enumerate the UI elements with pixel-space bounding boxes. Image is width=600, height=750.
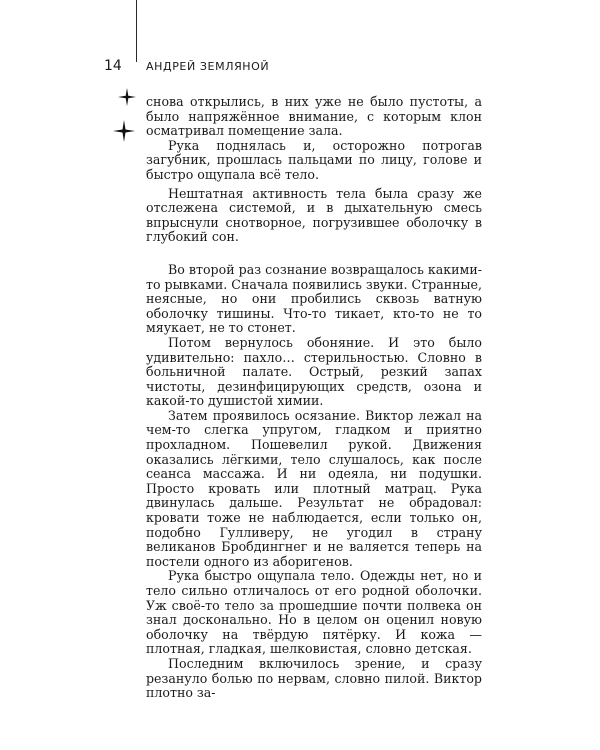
paragraph: Потом вернулось обоняние. И это было удивительно: пахло… стерильностью. Словно в больничной палате. Острый, резкий запах чистоты, дезинфицирующих средств, озона и какой-то душистой химии. [146,334,482,409]
four-point-star-icon [118,88,136,106]
paragraph: Нештатная активность тела была сразу же отслежена системой, и в дыхательную смесь впрыснули снотворное, погрузившее оболочку в глубокий сон. [146,185,482,245]
body-text [146,95,482,701]
paragraph: Во второй раз сознание возвращалось какими-то рывками. Сначала появились звуки. Странные, неясные, но они пробились сквозь ватную оболочку тишины. Что-то тикает, кто-то не то мяукает, не то стонет. [146,261,482,336]
four-point-star-icon [113,120,135,142]
running-head-author: АНДРЕЙ ЗЕМЛЯНОЙ [146,60,270,73]
paragraph: Затем проявилось осязание. Виктор лежал на чем-то слегка упругом, гладком и приятно прохладном. Пошевелил рукой. Движения оказались лёгкими, тело слушалось, как после сеанса массажа. И ни одеяла, ни подушки. Просто кровать или плотный матрац. Рука двинулась дальше. Результат не обрадовал: кровати тоже не наблюдается, если только он, подобно Гулливеру, не угодил в страну великанов Бробдингнег и не валяется теперь на постели одного из аборигенов. [146,407,482,569]
paragraph: Рука быстро ощупала тело. Одежды нет, но и тело сильно отличалось от его родной оболочки. Уж своё-то тело за прошедшие почти полвека он знал досконально. Но в целом он оценил новую оболочку на твёрдую пятёрку. И кожа — плотная, гладкая, шелковистая, словно детская. [146,568,482,657]
page-number: 14 [104,58,122,74]
paragraph: снова открылись, в них уже не было пустоты, а было напряжённое внимание, с которым клон осматривал помещение зала. [146,94,482,139]
header-vertical-rule [136,0,137,62]
paragraph: Рука поднялась и, осторожно потрогав загубник, прошлась пальцами по лицу, голове и быстро ощупала всё тело. [146,137,482,182]
paragraph: Последним включилось зрение, и сразу резануло болью по нервам, словно пилой. Виктор плотно за- [146,655,482,701]
